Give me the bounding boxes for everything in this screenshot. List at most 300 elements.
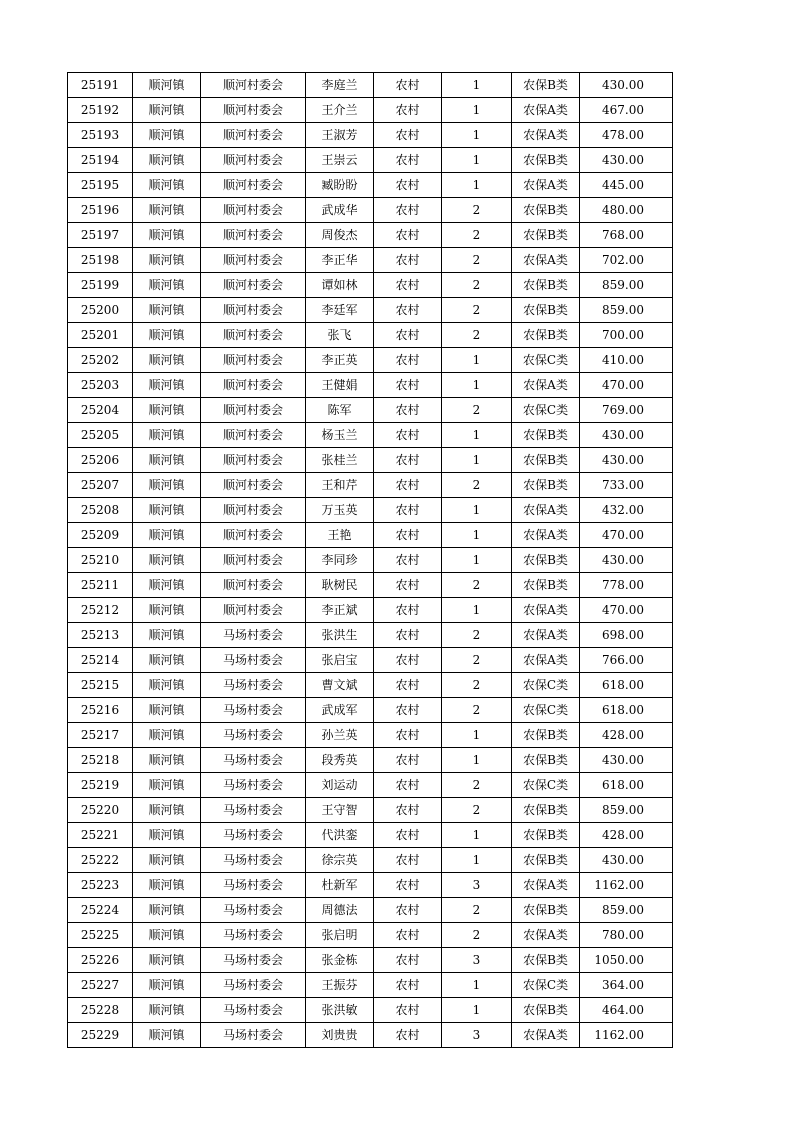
village-cell: 顺河村委会	[201, 523, 306, 548]
type-cell: 农村	[374, 1023, 442, 1048]
table-row	[68, 998, 673, 1023]
town-cell: 顺河镇	[133, 773, 201, 798]
count-cell: 1	[442, 523, 512, 548]
type-cell: 农村	[374, 523, 442, 548]
table-row	[68, 498, 673, 523]
village-cell: 顺河村委会	[201, 248, 306, 273]
row-id-cell: 25227	[68, 973, 133, 998]
count-cell: 3	[442, 948, 512, 973]
name-cell: 李正华	[306, 248, 374, 273]
category-cell: 农保A类	[512, 373, 580, 398]
type-cell: 农村	[374, 748, 442, 773]
village-cell: 顺河村委会	[201, 423, 306, 448]
row-id-cell: 25198	[68, 248, 133, 273]
amount-cell: 1162.00	[580, 1023, 673, 1048]
village-cell: 马场村委会	[201, 973, 306, 998]
count-cell: 1	[442, 373, 512, 398]
name-cell: 万玉英	[306, 498, 374, 523]
name-cell: 王健娟	[306, 373, 374, 398]
name-cell: 耿树民	[306, 573, 374, 598]
amount-cell: 428.00	[580, 823, 673, 848]
town-cell: 顺河镇	[133, 373, 201, 398]
village-cell: 顺河村委会	[201, 323, 306, 348]
name-cell: 王振芬	[306, 973, 374, 998]
count-cell: 1	[442, 123, 512, 148]
count-cell: 2	[442, 273, 512, 298]
name-cell: 张金栋	[306, 948, 374, 973]
village-cell: 顺河村委会	[201, 473, 306, 498]
count-cell: 1	[442, 498, 512, 523]
town-cell: 顺河镇	[133, 423, 201, 448]
row-id-cell: 25208	[68, 498, 133, 523]
row-id-cell: 25217	[68, 723, 133, 748]
category-cell: 农保C类	[512, 673, 580, 698]
count-cell: 2	[442, 673, 512, 698]
town-cell: 顺河镇	[133, 648, 201, 673]
count-cell: 1	[442, 148, 512, 173]
type-cell: 农村	[374, 448, 442, 473]
row-id-cell: 25204	[68, 398, 133, 423]
count-cell: 2	[442, 198, 512, 223]
amount-cell: 430.00	[580, 148, 673, 173]
table-container	[67, 72, 673, 1048]
town-cell: 顺河镇	[133, 998, 201, 1023]
name-cell: 张洪敏	[306, 998, 374, 1023]
town-cell: 顺河镇	[133, 573, 201, 598]
village-cell: 顺河村委会	[201, 98, 306, 123]
amount-cell: 430.00	[580, 73, 673, 98]
name-cell: 段秀英	[306, 748, 374, 773]
category-cell: 农保B类	[512, 273, 580, 298]
name-cell: 王淑芳	[306, 123, 374, 148]
table-row	[68, 198, 673, 223]
count-cell: 2	[442, 898, 512, 923]
village-cell: 马场村委会	[201, 623, 306, 648]
category-cell: 农保A类	[512, 623, 580, 648]
count-cell: 1	[442, 998, 512, 1023]
type-cell: 农村	[374, 198, 442, 223]
type-cell: 农村	[374, 223, 442, 248]
count-cell: 3	[442, 1023, 512, 1048]
row-id-cell: 25205	[68, 423, 133, 448]
village-cell: 马场村委会	[201, 823, 306, 848]
row-id-cell: 25195	[68, 173, 133, 198]
count-cell: 2	[442, 798, 512, 823]
category-cell: 农保A类	[512, 173, 580, 198]
name-cell: 臧盼盼	[306, 173, 374, 198]
category-cell: 农保C类	[512, 773, 580, 798]
village-cell: 马场村委会	[201, 873, 306, 898]
type-cell: 农村	[374, 723, 442, 748]
type-cell: 农村	[374, 948, 442, 973]
town-cell: 顺河镇	[133, 848, 201, 873]
count-cell: 1	[442, 448, 512, 473]
name-cell: 王崇云	[306, 148, 374, 173]
village-cell: 马场村委会	[201, 748, 306, 773]
village-cell: 顺河村委会	[201, 498, 306, 523]
category-cell: 农保C类	[512, 398, 580, 423]
type-cell: 农村	[374, 698, 442, 723]
count-cell: 1	[442, 823, 512, 848]
type-cell: 农村	[374, 348, 442, 373]
category-cell: 农保B类	[512, 298, 580, 323]
row-id-cell: 25197	[68, 223, 133, 248]
amount-cell: 410.00	[580, 348, 673, 373]
name-cell: 代洪銮	[306, 823, 374, 848]
row-id-cell: 25196	[68, 198, 133, 223]
row-id-cell: 25192	[68, 98, 133, 123]
type-cell: 农村	[374, 373, 442, 398]
village-cell: 马场村委会	[201, 698, 306, 723]
count-cell: 1	[442, 348, 512, 373]
village-cell: 顺河村委会	[201, 148, 306, 173]
category-cell: 农保B类	[512, 748, 580, 773]
category-cell: 农保A类	[512, 873, 580, 898]
amount-cell: 364.00	[580, 973, 673, 998]
table-row	[68, 673, 673, 698]
count-cell: 1	[442, 548, 512, 573]
village-cell: 顺河村委会	[201, 448, 306, 473]
village-cell: 马场村委会	[201, 773, 306, 798]
row-id-cell: 25222	[68, 848, 133, 873]
category-cell: 农保B类	[512, 723, 580, 748]
type-cell: 农村	[374, 573, 442, 598]
town-cell: 顺河镇	[133, 723, 201, 748]
table-row	[68, 448, 673, 473]
table-row	[68, 598, 673, 623]
name-cell: 王和芹	[306, 473, 374, 498]
table-row	[68, 923, 673, 948]
row-id-cell: 25211	[68, 573, 133, 598]
table-row	[68, 798, 673, 823]
village-cell: 马场村委会	[201, 998, 306, 1023]
count-cell: 2	[442, 398, 512, 423]
category-cell: 农保A类	[512, 523, 580, 548]
amount-cell: 467.00	[580, 98, 673, 123]
row-id-cell: 25219	[68, 773, 133, 798]
count-cell: 2	[442, 923, 512, 948]
count-cell: 1	[442, 973, 512, 998]
name-cell: 张启宝	[306, 648, 374, 673]
name-cell: 王守智	[306, 798, 374, 823]
table-row	[68, 173, 673, 198]
amount-cell: 768.00	[580, 223, 673, 248]
amount-cell: 618.00	[580, 773, 673, 798]
town-cell: 顺河镇	[133, 298, 201, 323]
row-id-cell: 25212	[68, 598, 133, 623]
amount-cell: 780.00	[580, 923, 673, 948]
table-row	[68, 723, 673, 748]
category-cell: 农保B类	[512, 548, 580, 573]
name-cell: 刘运动	[306, 773, 374, 798]
town-cell: 顺河镇	[133, 398, 201, 423]
table-row	[68, 323, 673, 348]
amount-cell: 432.00	[580, 498, 673, 523]
village-cell: 顺河村委会	[201, 398, 306, 423]
town-cell: 顺河镇	[133, 448, 201, 473]
name-cell: 刘贵贵	[306, 1023, 374, 1048]
town-cell: 顺河镇	[133, 348, 201, 373]
name-cell: 李正斌	[306, 598, 374, 623]
type-cell: 农村	[374, 248, 442, 273]
town-cell: 顺河镇	[133, 173, 201, 198]
type-cell: 农村	[374, 498, 442, 523]
town-cell: 顺河镇	[133, 698, 201, 723]
category-cell: 农保A类	[512, 923, 580, 948]
amount-cell: 778.00	[580, 573, 673, 598]
table-row	[68, 348, 673, 373]
type-cell: 农村	[374, 848, 442, 873]
name-cell: 陈军	[306, 398, 374, 423]
village-cell: 马场村委会	[201, 798, 306, 823]
name-cell: 王介兰	[306, 98, 374, 123]
count-cell: 2	[442, 223, 512, 248]
name-cell: 张启明	[306, 923, 374, 948]
category-cell: 农保A类	[512, 248, 580, 273]
town-cell: 顺河镇	[133, 273, 201, 298]
count-cell: 2	[442, 773, 512, 798]
type-cell: 农村	[374, 423, 442, 448]
amount-cell: 428.00	[580, 723, 673, 748]
village-cell: 顺河村委会	[201, 73, 306, 98]
amount-cell: 1050.00	[580, 948, 673, 973]
amount-cell: 859.00	[580, 298, 673, 323]
row-id-cell: 25202	[68, 348, 133, 373]
count-cell: 1	[442, 748, 512, 773]
type-cell: 农村	[374, 73, 442, 98]
town-cell: 顺河镇	[133, 123, 201, 148]
table-row	[68, 73, 673, 98]
table-row	[68, 898, 673, 923]
table-row	[68, 148, 673, 173]
table-row	[68, 373, 673, 398]
table-row	[68, 298, 673, 323]
village-cell: 顺河村委会	[201, 298, 306, 323]
town-cell: 顺河镇	[133, 248, 201, 273]
amount-cell: 470.00	[580, 523, 673, 548]
category-cell: 农保B类	[512, 323, 580, 348]
name-cell: 张飞	[306, 323, 374, 348]
amount-cell: 430.00	[580, 848, 673, 873]
table-row	[68, 823, 673, 848]
name-cell: 杜新军	[306, 873, 374, 898]
table-row	[68, 523, 673, 548]
table-row	[68, 748, 673, 773]
row-id-cell: 25209	[68, 523, 133, 548]
village-cell: 马场村委会	[201, 923, 306, 948]
type-cell: 农村	[374, 548, 442, 573]
amount-cell: 430.00	[580, 748, 673, 773]
row-id-cell: 25215	[68, 673, 133, 698]
amount-cell: 766.00	[580, 648, 673, 673]
amount-cell: 1162.00	[580, 873, 673, 898]
village-cell: 马场村委会	[201, 948, 306, 973]
amount-cell: 859.00	[580, 898, 673, 923]
name-cell: 张桂兰	[306, 448, 374, 473]
town-cell: 顺河镇	[133, 873, 201, 898]
name-cell: 王艳	[306, 523, 374, 548]
type-cell: 农村	[374, 148, 442, 173]
count-cell: 1	[442, 423, 512, 448]
village-cell: 顺河村委会	[201, 548, 306, 573]
name-cell: 杨玉兰	[306, 423, 374, 448]
town-cell: 顺河镇	[133, 523, 201, 548]
town-cell: 顺河镇	[133, 798, 201, 823]
type-cell: 农村	[374, 298, 442, 323]
amount-cell: 702.00	[580, 248, 673, 273]
row-id-cell: 25224	[68, 898, 133, 923]
count-cell: 2	[442, 248, 512, 273]
type-cell: 农村	[374, 398, 442, 423]
table-body	[68, 73, 673, 1048]
amount-cell: 859.00	[580, 798, 673, 823]
type-cell: 农村	[374, 898, 442, 923]
name-cell: 张洪生	[306, 623, 374, 648]
table-row	[68, 248, 673, 273]
village-cell: 顺河村委会	[201, 123, 306, 148]
count-cell: 2	[442, 323, 512, 348]
count-cell: 1	[442, 98, 512, 123]
row-id-cell: 25220	[68, 798, 133, 823]
type-cell: 农村	[374, 598, 442, 623]
amount-cell: 698.00	[580, 623, 673, 648]
name-cell: 孙兰英	[306, 723, 374, 748]
type-cell: 农村	[374, 998, 442, 1023]
table-row	[68, 398, 673, 423]
town-cell: 顺河镇	[133, 223, 201, 248]
category-cell: 农保B类	[512, 423, 580, 448]
village-cell: 马场村委会	[201, 1023, 306, 1048]
table-row	[68, 98, 673, 123]
type-cell: 农村	[374, 623, 442, 648]
table-row	[68, 273, 673, 298]
town-cell: 顺河镇	[133, 623, 201, 648]
category-cell: 农保B类	[512, 73, 580, 98]
amount-cell: 859.00	[580, 273, 673, 298]
type-cell: 农村	[374, 123, 442, 148]
category-cell: 农保B类	[512, 448, 580, 473]
count-cell: 1	[442, 848, 512, 873]
category-cell: 农保B类	[512, 823, 580, 848]
amount-cell: 700.00	[580, 323, 673, 348]
type-cell: 农村	[374, 798, 442, 823]
table-row	[68, 423, 673, 448]
village-cell: 顺河村委会	[201, 573, 306, 598]
town-cell: 顺河镇	[133, 473, 201, 498]
row-id-cell: 25203	[68, 373, 133, 398]
name-cell: 李正英	[306, 348, 374, 373]
row-id-cell: 25226	[68, 948, 133, 973]
amount-cell: 618.00	[580, 673, 673, 698]
type-cell: 农村	[374, 673, 442, 698]
category-cell: 农保B类	[512, 798, 580, 823]
amount-cell: 480.00	[580, 198, 673, 223]
count-cell: 2	[442, 298, 512, 323]
village-cell: 马场村委会	[201, 848, 306, 873]
row-id-cell: 25221	[68, 823, 133, 848]
row-id-cell: 25225	[68, 923, 133, 948]
name-cell: 曹文斌	[306, 673, 374, 698]
count-cell: 1	[442, 723, 512, 748]
name-cell: 周德法	[306, 898, 374, 923]
category-cell: 农保A类	[512, 1023, 580, 1048]
category-cell: 农保C类	[512, 698, 580, 723]
category-cell: 农保B类	[512, 898, 580, 923]
category-cell: 农保B类	[512, 473, 580, 498]
amount-cell: 618.00	[580, 698, 673, 723]
village-cell: 顺河村委会	[201, 598, 306, 623]
village-cell: 顺河村委会	[201, 348, 306, 373]
table-row	[68, 123, 673, 148]
town-cell: 顺河镇	[133, 823, 201, 848]
category-cell: 农保A类	[512, 498, 580, 523]
village-cell: 马场村委会	[201, 648, 306, 673]
village-cell: 顺河村委会	[201, 373, 306, 398]
type-cell: 农村	[374, 823, 442, 848]
count-cell: 2	[442, 473, 512, 498]
village-cell: 顺河村委会	[201, 223, 306, 248]
table-row	[68, 1023, 673, 1048]
village-cell: 顺河村委会	[201, 173, 306, 198]
town-cell: 顺河镇	[133, 323, 201, 348]
category-cell: 农保C类	[512, 973, 580, 998]
amount-cell: 430.00	[580, 548, 673, 573]
count-cell: 2	[442, 698, 512, 723]
table-row	[68, 848, 673, 873]
type-cell: 农村	[374, 173, 442, 198]
town-cell: 顺河镇	[133, 548, 201, 573]
type-cell: 农村	[374, 873, 442, 898]
type-cell: 农村	[374, 273, 442, 298]
count-cell: 3	[442, 873, 512, 898]
row-id-cell: 25214	[68, 648, 133, 673]
row-id-cell: 25228	[68, 998, 133, 1023]
table-row	[68, 623, 673, 648]
village-cell: 顺河村委会	[201, 198, 306, 223]
count-cell: 2	[442, 648, 512, 673]
row-id-cell: 25191	[68, 73, 133, 98]
table-row	[68, 973, 673, 998]
category-cell: 农保C类	[512, 348, 580, 373]
table-row	[68, 548, 673, 573]
category-cell: 农保B类	[512, 848, 580, 873]
table-row	[68, 698, 673, 723]
name-cell: 谭如林	[306, 273, 374, 298]
row-id-cell: 25216	[68, 698, 133, 723]
table-row	[68, 573, 673, 598]
row-id-cell: 25218	[68, 748, 133, 773]
row-id-cell: 25213	[68, 623, 133, 648]
town-cell: 顺河镇	[133, 73, 201, 98]
table-row	[68, 773, 673, 798]
type-cell: 农村	[374, 648, 442, 673]
category-cell: 农保B类	[512, 573, 580, 598]
table-row	[68, 873, 673, 898]
type-cell: 农村	[374, 923, 442, 948]
village-cell: 马场村委会	[201, 898, 306, 923]
name-cell: 周俊杰	[306, 223, 374, 248]
town-cell: 顺河镇	[133, 1023, 201, 1048]
town-cell: 顺河镇	[133, 498, 201, 523]
town-cell: 顺河镇	[133, 98, 201, 123]
name-cell: 徐宗英	[306, 848, 374, 873]
count-cell: 1	[442, 73, 512, 98]
category-cell: 农保B类	[512, 148, 580, 173]
amount-cell: 445.00	[580, 173, 673, 198]
table-row	[68, 648, 673, 673]
table-row	[68, 948, 673, 973]
row-id-cell: 25223	[68, 873, 133, 898]
